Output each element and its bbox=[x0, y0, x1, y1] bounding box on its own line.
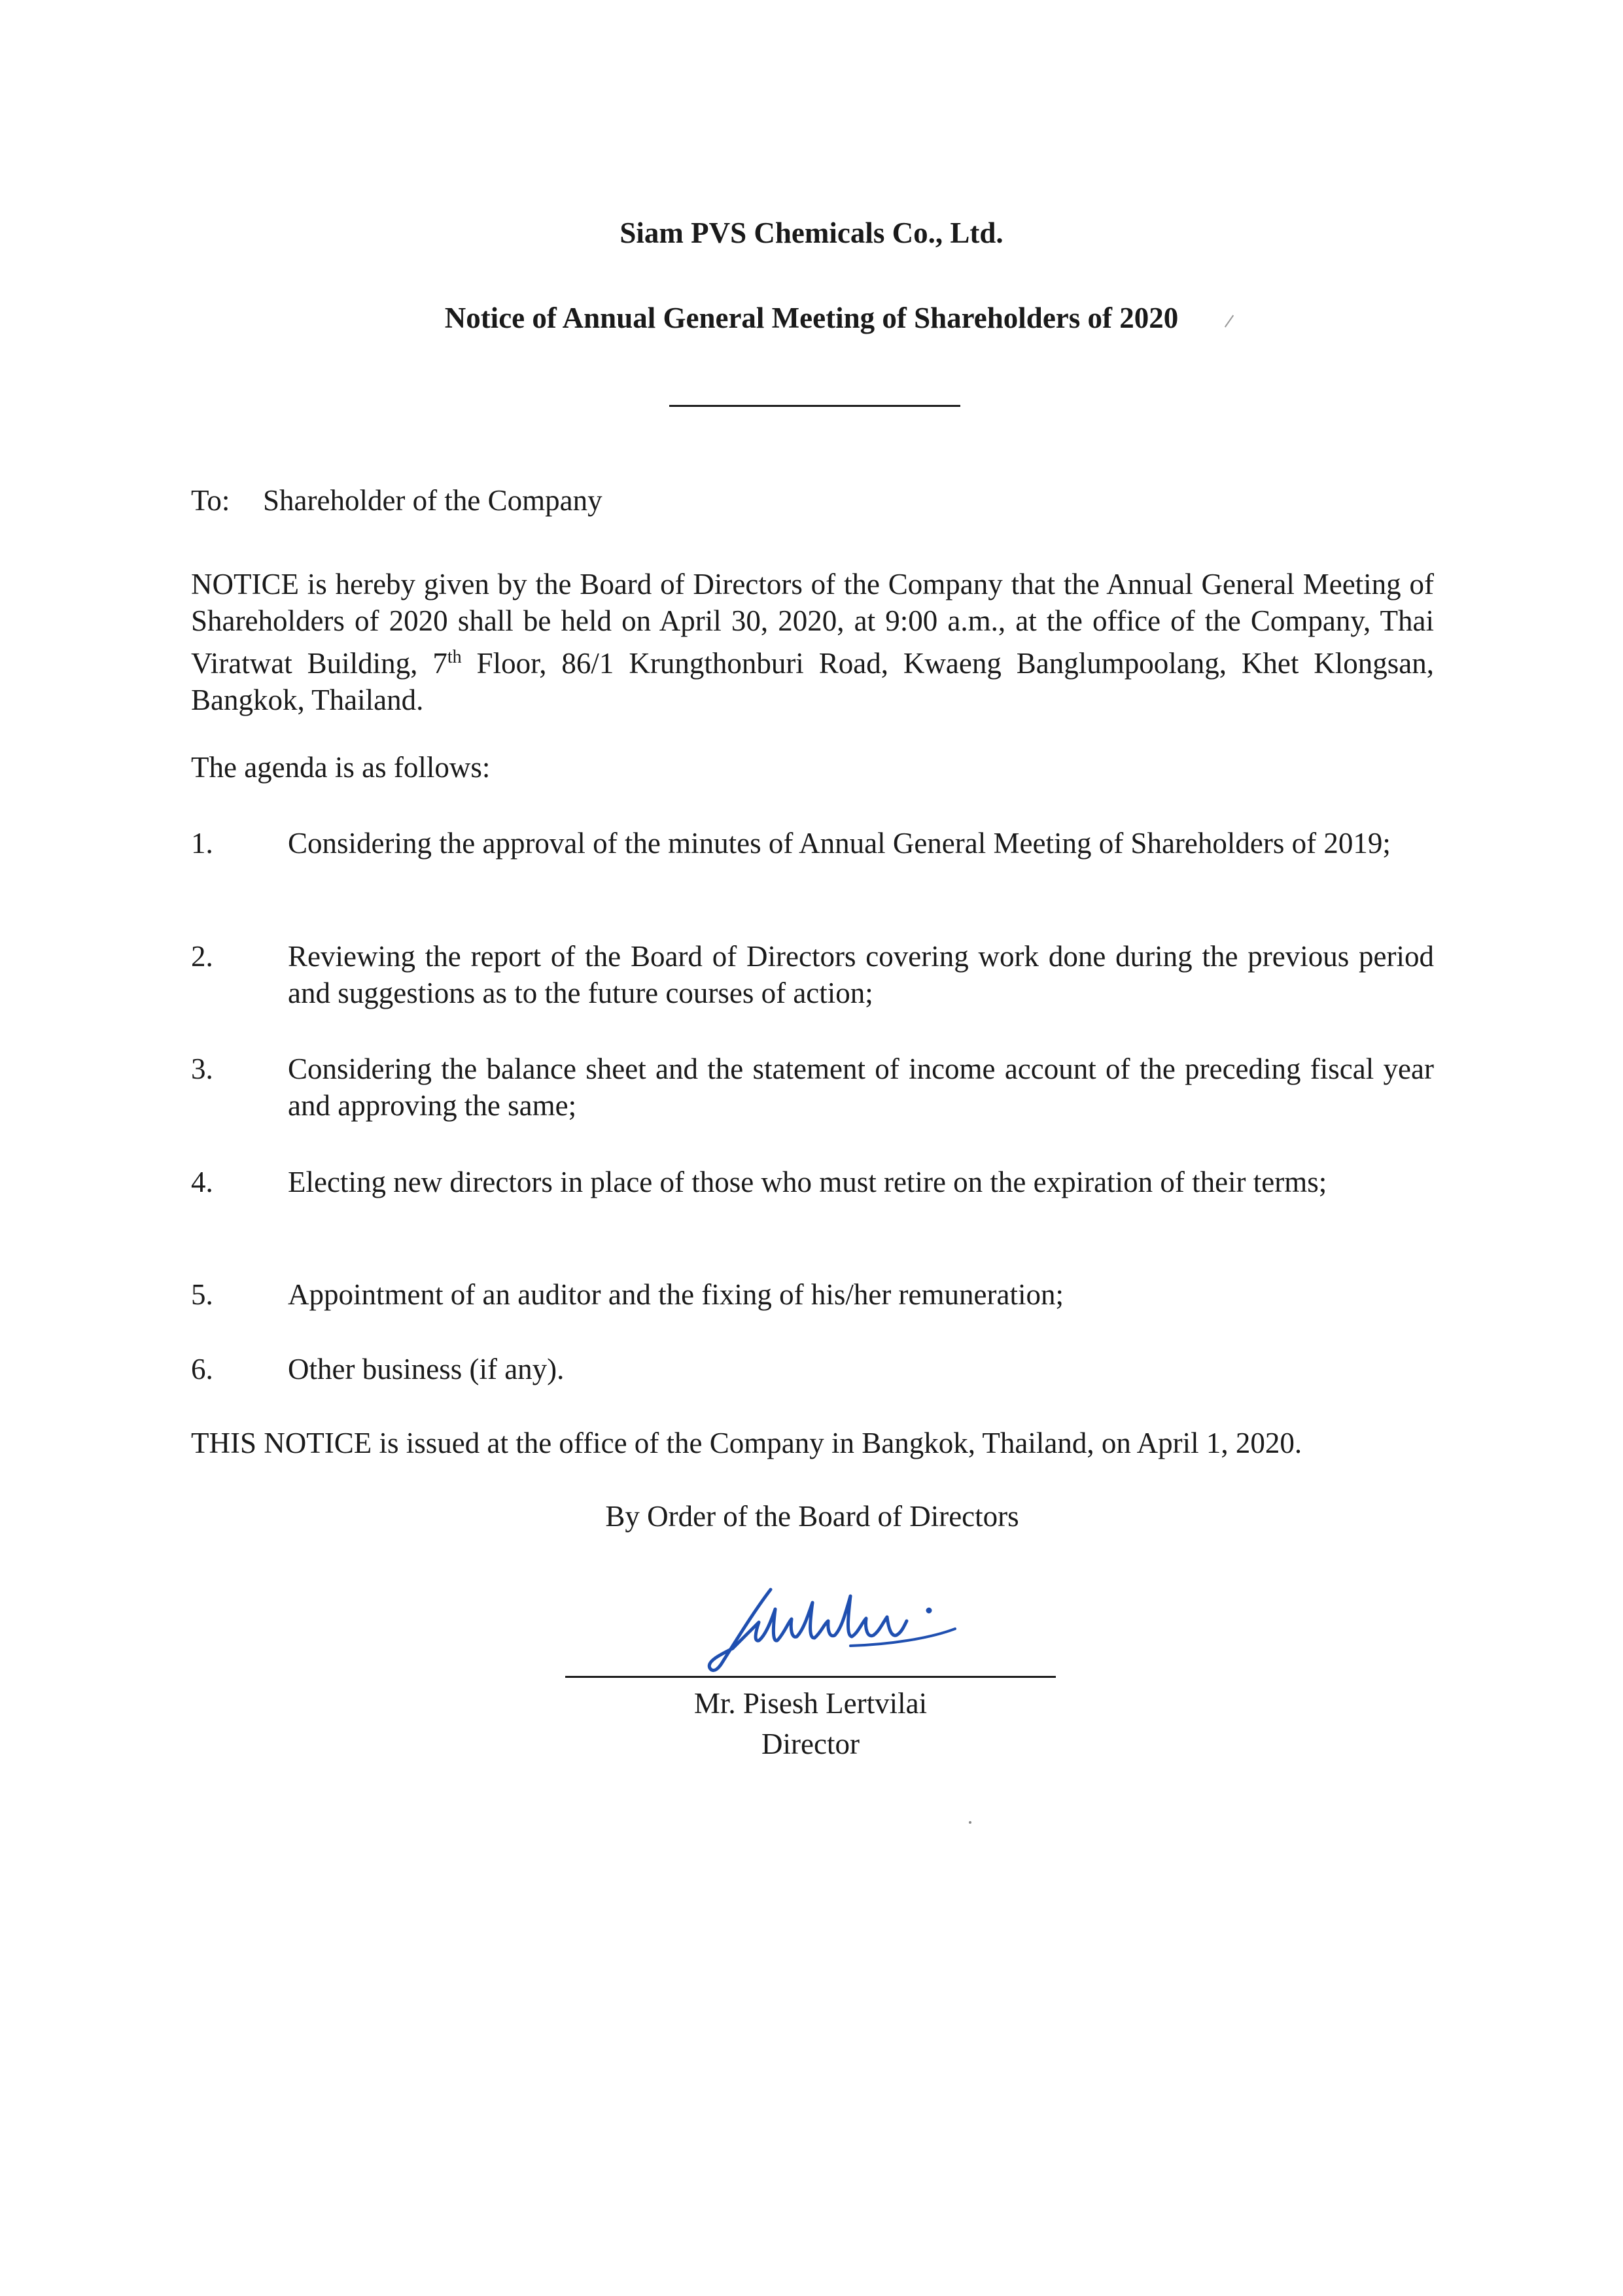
agenda-item-number: 6. bbox=[191, 1353, 213, 1385]
notice-superscript: th bbox=[447, 647, 462, 667]
by-order-line: By Order of the Board of Directors bbox=[605, 1500, 1019, 1533]
recipient-value: Shareholder of the Company bbox=[263, 484, 602, 517]
signature-image bbox=[693, 1583, 988, 1681]
signatory-role: Director bbox=[761, 1728, 860, 1760]
notice-text-part-2: Floor, 86/1 Krungthonburi Road, Kwaeng Banglumpoolang, Khet Klongsan, Bangkok, Thailand. bbox=[191, 647, 1434, 716]
signatory-name: Mr. Pisesh Lertvilai bbox=[693, 1687, 928, 1720]
agenda-item-text: Reviewing the report of the Board of Directors covering work done during the previous period and suggestions as to the future courses of action; bbox=[288, 940, 1434, 1009]
agenda-item-text: Considering the approval of the minutes of Annual General Meeting of Shareholders of 2019; bbox=[288, 827, 1391, 860]
notice-title: Notice of Annual General Meeting of Shareholders of 2020 bbox=[444, 302, 1179, 334]
agenda-item-number: 3. bbox=[191, 1052, 213, 1085]
agenda-item-number: 5. bbox=[191, 1278, 213, 1311]
agenda-item-text: Electing new directors in place of those who must retire on the expiration of their terms; bbox=[288, 1166, 1327, 1198]
notice-text-part-1: NOTICE is hereby given by the Board of Directors of the Company that the Annual General Meeting of Shareholders of 2020 shall be held on April 30, 2020, at 9:00 a.m., at the office of the Company, Thai Viratwat Building, 7 bbox=[191, 568, 1434, 680]
recipient-line bbox=[191, 482, 1434, 519]
title-divider bbox=[669, 405, 960, 407]
signature-line bbox=[565, 1676, 1056, 1678]
agenda-item-number: 1. bbox=[191, 827, 213, 860]
agenda-item-number: 2. bbox=[191, 940, 213, 973]
company-name: Siam PVS Chemicals Co., Ltd. bbox=[620, 217, 1003, 249]
issued-statement: THIS NOTICE is issued at the office of the Company in Bangkok, Thailand, on April 1, 2020. bbox=[191, 1427, 1302, 1459]
agenda-item-text: Appointment of an auditor and the fixing of his/her remuneration; bbox=[288, 1278, 1064, 1311]
agenda-item-text: Other business (if any). bbox=[288, 1353, 565, 1385]
notice-paragraph bbox=[191, 566, 1434, 718]
agenda-item-text: Considering the balance sheet and the statement of income account of the preceding fiscal year and approving the same; bbox=[288, 1052, 1434, 1122]
agenda-item-number: 4. bbox=[191, 1166, 213, 1198]
scan-speck bbox=[969, 1821, 971, 1824]
agenda-intro: The agenda is as follows: bbox=[191, 751, 491, 784]
recipient-label: To: bbox=[191, 484, 230, 517]
